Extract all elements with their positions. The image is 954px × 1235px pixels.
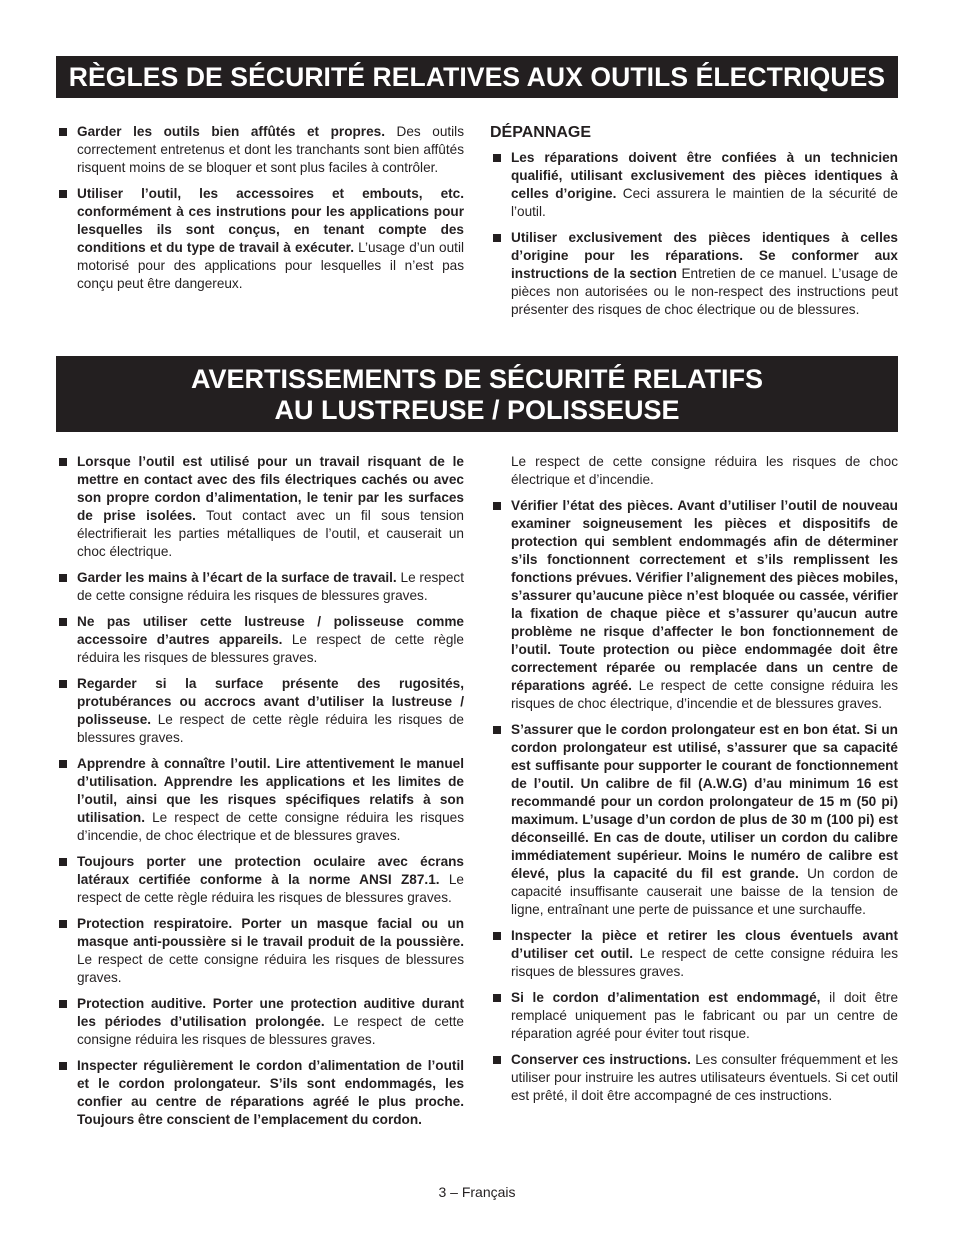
item-text: Le respect de cette consigne réduira les risques de blessures graves. [77, 1014, 464, 1047]
square-bullet-icon [59, 680, 67, 688]
continued-text: Le respect de cette consigne réduira les risques de choc électrique et d’incendie. [511, 454, 898, 487]
list-item [56, 995, 464, 1049]
item-text: Un cordon de capacité insuffisante causerait une baisse de la tension de ligne, entraînant une perte de puissance et une surchauffe. [511, 866, 898, 917]
item-bold-text: Garder les mains à l’écart de la surface de travail. [77, 570, 397, 585]
square-bullet-icon [493, 502, 501, 510]
item-bold-text: Les réparations doivent être confiées à un technicien qualifié, utilisant exclusivement des pièces identiques à celles d’origine. [511, 150, 898, 201]
list-item [490, 927, 898, 981]
item-bold-text: Inspecter régulièrement le cordon d’alimentation de l’outil et le cordon prolongateur. S’ils sont endommagés, les confier au centre de réparations agréé le plus proche. Toujours être conscient de l’emplacement du cordon. [77, 1058, 464, 1127]
item-text: Le respect de cette règle réduira les risques de blessures graves. [77, 632, 464, 665]
list-item [56, 1057, 464, 1129]
section-title-polisher-warnings [56, 356, 898, 432]
list-item [56, 569, 464, 605]
item-text: Le respect de cette consigne réduira les risques de blessures graves. [77, 952, 464, 985]
item-bold-text: Toujours porter une protection oculaire avec écrans latéraux certifiée conforme à la norme ANSI Z87.1. [77, 854, 464, 887]
square-bullet-icon [59, 128, 67, 136]
section-title-line-2: AU LUSTREUSE / POLISSEUSE [274, 395, 680, 425]
square-bullet-icon [493, 154, 501, 162]
section2-left-column [56, 453, 464, 1137]
square-bullet-icon [493, 1056, 501, 1064]
item-text: Le respect de cette consigne réduira les risques de blessures graves. [511, 946, 898, 979]
item-bold-text: Protection auditive. Porter une protection auditive durant les périodes d’utilisation prolongée. [77, 996, 464, 1029]
item-bold-text: Regarder si la surface présente des rugosités, protubérances ou accrocs avant d’utiliser la lustreuse / polisseuse. [77, 676, 464, 727]
item-text: Les consulter fréquemment et les utiliser pour instruire les autres utilisateurs éventuels. Si cet outil est prêté, il doit être accompagné de ces instructions. [511, 1052, 898, 1103]
square-bullet-icon [59, 458, 67, 466]
depannage-column [490, 123, 898, 327]
item-bold-text: S’assurer que le cordon prolongateur est en bon état. Si un cordon prolongateur est utilisé, s’assurer que sa capacité est suffisante pour supporter le courant de fonctionnement de l’outil. Un calibre de fil (A.W.G) d’au minimum 16 est recommandé pour un cordon prolongateur de 15 m (50 pi) maximum. L’usage d’un cordon de plus de 30 m (100 pi) est déconseillé. En cas de doute, utiliser un cordon du calibre immédiatement supérieur. Moins le numéro de calibre est élevé, plus la capacité du fil est grande. [511, 722, 898, 881]
square-bullet-icon [59, 760, 67, 768]
list-item [56, 185, 464, 293]
square-bullet-icon [59, 920, 67, 928]
item-bold-text: Vérifier l’état des pièces. Avant d’utiliser l’outil de nouveau examiner soigneusement les pièces et dispositifs de protection qui semblent endommagés afin de déterminer s’ils fonctionnent correctement et s’ils remplissent les fonctions prévues. Vérifier l’alignement des pièces mobiles, s’assurer qu’aucune pièce n’est bloquée ou cassée, vérifier la fixation de chaque pièce et s’assurer qu’aucun autre problème ne risque d’affecter le bon fonctionnement de l’outil. Toute protection ou pièce endommagée doit être correctement réparée ou remplacée dans un centre de réparations agréé. [511, 498, 898, 693]
section1-left-column [56, 123, 464, 301]
square-bullet-icon [493, 234, 501, 242]
item-bold-text: Garder les outils bien affûtés et propres. [77, 124, 385, 139]
item-bold-text: Ne pas utiliser cette lustreuse / polisseuse comme accessoire d’autres appareils. [77, 614, 464, 647]
list-item [56, 453, 464, 561]
list-item [56, 123, 464, 177]
square-bullet-icon [59, 1062, 67, 1070]
square-bullet-icon [59, 190, 67, 198]
list-item [490, 721, 898, 919]
item-text: Entretien de ce manuel. L’usage de pièces non autorisées ou le non-respect des instructions peut présenter des risques de choc électrique ou de blessures. [511, 266, 898, 317]
item-text: Le respect de cette consigne réduira les risques de choc électrique, d’incendie et de blessures graves. [511, 678, 898, 711]
section2-right-column [490, 453, 898, 1113]
item-text: Le respect de cette consigne réduira les risques d’incendie, de choc électrique et de blessures graves. [77, 810, 464, 843]
item-bold-text: Utiliser l’outil, les accessoires et embouts, etc. conformément à ces instrutions pour les applications pour lesquelles ils sont conçus, en tenant compte des conditions et du type de travail à exécuter. [77, 186, 464, 255]
list-item [490, 229, 898, 319]
square-bullet-icon [493, 932, 501, 940]
item-bold-text: Utiliser exclusivement des pièces identiques à celles d’origine pour les réparations. Se conformer aux instructions de la section [511, 230, 898, 281]
item-bold-text: Si le cordon d’alimentation est endommagé, [511, 990, 821, 1005]
item-text: il doit être remplacé uniquement pas le fabricant ou par un centre de réparation agréé pour éviter tout risque. [511, 990, 898, 1041]
square-bullet-icon [493, 994, 501, 1002]
item-text: Le respect de cette consigne réduira les risques de blessures graves. [77, 570, 464, 603]
list-item [490, 1051, 898, 1105]
item-text: L’usage d’un outil motorisé pour des applications pour lesquelles il n’est pas conçu peut être dangereux. [77, 240, 464, 291]
item-text: Le respect de cette règle réduira les risques de blessures graves. [77, 872, 464, 905]
item-text: Des outils correctement entretenus et dont les tranchants sont bien affûtés risquent moins de se bloquer et sont plus faciles à contrôler. [77, 124, 465, 175]
list-item [56, 915, 464, 987]
item-bold-text: Apprendre à connaître l’outil. Lire attentivement le manuel d’utilisation. Apprendre les applications et les limites de l’outil, ainsi que les risques spécifiques relatifs à son utilisation. [77, 756, 464, 825]
square-bullet-icon [59, 618, 67, 626]
item-text: Le respect de cette règle réduira les risques de blessures graves. [77, 712, 464, 745]
list-item [490, 989, 898, 1043]
list-item [490, 149, 898, 221]
square-bullet-icon [59, 574, 67, 582]
depannage-heading: DÉPANNAGE [490, 124, 592, 141]
page-footer: 3 – Français [438, 1184, 516, 1200]
square-bullet-icon [59, 1000, 67, 1008]
list-item [56, 613, 464, 667]
item-bold-text: Lorsque l’outil est utilisé pour un travail risquant de le mettre en contact avec des fils électriques cachés ou avec son propre cordon d’alimentation, le tenir par les surfaces de prise isolées. [77, 454, 464, 523]
item-bold-text: Inspecter la pièce et retirer les clous éventuels avant d’utiliser cet outil. [511, 928, 898, 961]
list-item [56, 755, 464, 845]
section-title-power-tools: RÈGLES DE SÉCURITÉ RELATIVES AUX OUTILS ÉLECTRIQUES [56, 56, 898, 98]
list-item [56, 853, 464, 907]
item-bold-text: Protection respiratoire. Porter un masque facial ou un masque anti-poussière si le travail produit de la poussière. [77, 916, 464, 949]
section-title-line-1: AVERTISSEMENTS DE SÉCURITÉ RELATIFS [190, 364, 764, 394]
item-text: Ceci assurera le maintien de la sécurité de l’outil. [511, 186, 898, 219]
square-bullet-icon [59, 858, 67, 866]
item-text: Tout contact avec un fil sous tension électrifierait les parties métalliques de l’outil, et causerait un choc électrique. [77, 508, 464, 559]
list-item [490, 497, 898, 713]
square-bullet-icon [493, 726, 501, 734]
item-bold-text: Conserver ces instructions. [511, 1052, 691, 1067]
list-item [56, 675, 464, 747]
